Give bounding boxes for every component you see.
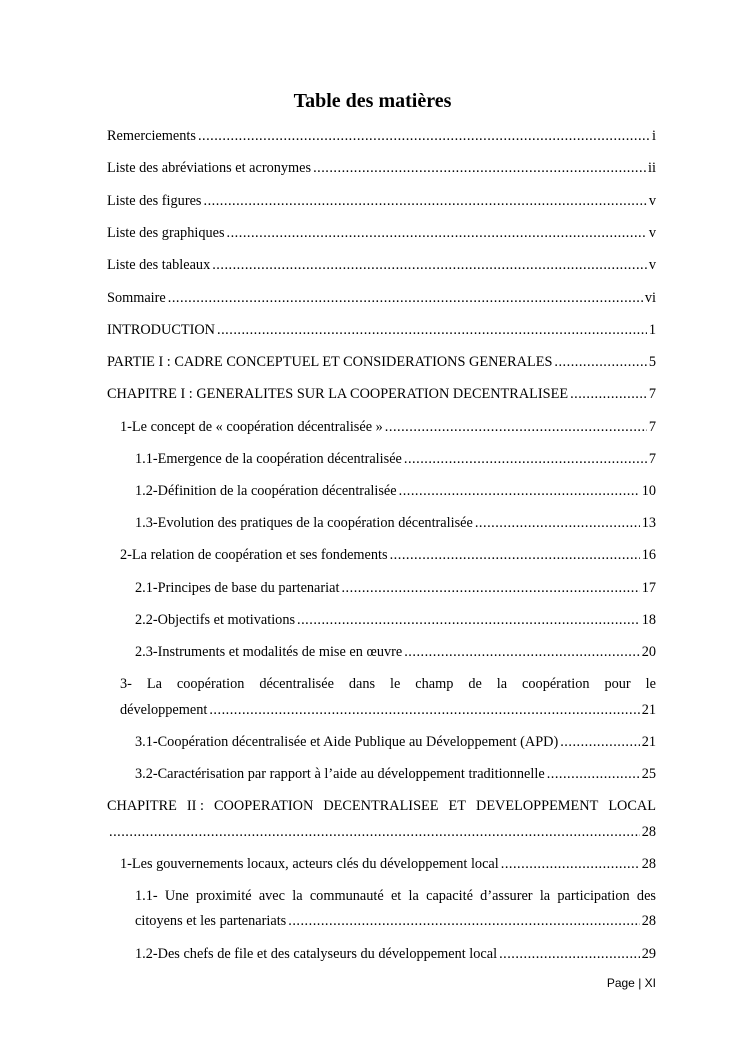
toc-entry-label: Caractérisation par rapport à l’aide au développement traditionnelle [157, 766, 545, 782]
toc-entry-word: II : [186, 798, 204, 814]
toc-entry-label: Coopération décentralisée et Aide Publique au Développement (APD) [157, 734, 559, 750]
toc-entry-word: COOPERATION [214, 798, 314, 814]
footer-page-label: Page [606, 976, 635, 990]
toc-entry-ch2-section-1[interactable] [120, 855, 656, 873]
toc-entry-page: 28 [641, 913, 656, 929]
toc-entry-word: d’assurer [480, 888, 533, 904]
dot-leader [499, 945, 640, 963]
toc-entry-graphiques[interactable] [107, 224, 656, 242]
toc-entry-number: 1- [120, 419, 132, 435]
toc-entry-tableaux[interactable] [107, 256, 656, 274]
toc-entry-section-1-1[interactable] [135, 450, 656, 468]
toc-entry-number: 1- [120, 856, 132, 872]
toc-entry-page: 21 [641, 734, 656, 750]
toc-entry-figures[interactable] [107, 192, 656, 210]
toc-entry-word: la [539, 888, 551, 904]
toc-entry-label: développement [120, 702, 208, 718]
toc-entry-remerciements[interactable] [107, 127, 656, 145]
toc-entry-word: avec [258, 888, 285, 904]
toc-entry-number: 3- [120, 676, 132, 692]
toc-entry-label: Emergence de la coopération décentralisée [157, 451, 402, 467]
toc-entry-number: 3.2- [135, 766, 158, 782]
toc-entry-number: 1.2- [135, 483, 158, 499]
dot-leader [288, 912, 639, 930]
toc-entry-label: citoyens et les partenariats [135, 913, 287, 929]
dot-leader [198, 127, 650, 145]
toc-entry-label: Des chefs de file et des catalyseurs du développement local [157, 946, 498, 962]
toc-entry-label: Sommaire [107, 290, 166, 306]
toc-entry-word: coopération [522, 676, 590, 692]
page-title: Table des matières [293, 90, 452, 112]
toc-entry-label: Evolution des pratiques de la coopération décentralisée [157, 515, 473, 531]
toc-entry-page: 1 [648, 322, 656, 338]
footer-separator: | [638, 976, 642, 990]
toc-entry-section-1-3[interactable] [135, 514, 656, 532]
toc-entry-section-2-3[interactable] [135, 643, 656, 661]
toc-entry-chapitre-2-line1[interactable] [107, 797, 656, 815]
toc-entry-label: Principes de base du partenariat [157, 580, 340, 596]
toc-entry-word: le [645, 676, 656, 692]
toc-entry-page: 18 [641, 612, 656, 628]
toc-entry-word: participation [557, 888, 630, 904]
toc-entry-page: 28 [641, 856, 656, 872]
toc-entry-section-2-2[interactable] [135, 611, 656, 629]
toc-entry-section-1[interactable] [120, 418, 656, 436]
toc-entry-partie-1[interactable] [107, 353, 656, 371]
toc-entry-sommaire[interactable] [107, 289, 656, 307]
toc-entry-word: dans [348, 676, 376, 692]
toc-entry-word: LOCAL [608, 798, 656, 814]
toc-entry-abreviations[interactable] [107, 159, 656, 177]
dot-leader [547, 765, 640, 783]
toc-entry-page: 13 [641, 515, 656, 531]
toc-entry-word: champ [415, 676, 454, 692]
toc-entry-page: 29 [641, 946, 656, 962]
toc-entry-word: la [408, 888, 419, 904]
toc-entry-word: Une [164, 888, 189, 904]
dot-leader [475, 514, 640, 532]
dot-leader [297, 611, 640, 629]
toc-entry-label: INTRODUCTION [107, 322, 216, 338]
toc-entry-label: Liste des tableaux [107, 257, 211, 273]
toc-entry-label: PARTIE I : CADRE CONCEPTUEL ET CONSIDERATIONS GENERALES [107, 354, 553, 370]
toc-entry-section-3-line1[interactable] [120, 675, 656, 693]
toc-entry-page: v [648, 257, 656, 273]
dot-leader [560, 733, 639, 751]
toc-entry-page: v [648, 225, 656, 241]
dot-leader [109, 823, 640, 841]
toc-entry-page: 5 [648, 354, 656, 370]
dot-leader [404, 450, 647, 468]
toc-entry-chapitre-2-line2[interactable] [107, 823, 656, 841]
toc-entry-word: coopération [176, 676, 245, 692]
toc-entry-number: 2- [120, 547, 132, 563]
toc-entry-page: 28 [641, 824, 656, 840]
toc-entry-ch2-section-1-1-line1[interactable] [135, 887, 656, 905]
toc-entry-page: vi [644, 290, 656, 306]
toc-entry-label: Liste des abréviations et acronymes [107, 160, 312, 176]
dot-leader [217, 321, 647, 339]
toc-entry-label: CHAPITRE I : GENERALITES SUR LA COOPERATION DECENTRALISEE [107, 386, 569, 402]
toc-entry-number: 2.1- [135, 580, 158, 596]
toc-entry-section-3-line2[interactable] [120, 701, 656, 719]
toc-entry-number: 3.1- [135, 734, 158, 750]
toc-entry-word: la [292, 888, 303, 904]
dot-leader [227, 224, 647, 242]
toc-entry-number: 1.2- [135, 946, 158, 962]
toc-entry-word: capacité [426, 888, 473, 904]
dot-leader [313, 159, 646, 177]
dot-leader [554, 353, 646, 371]
toc-entry-number: 2.2- [135, 612, 158, 628]
toc-entry-page: i [652, 128, 656, 144]
toc-entry-label: Instruments et modalités de mise en œuvre [157, 644, 403, 660]
toc-entry-word: pour [604, 676, 631, 692]
toc-entry-number: 1.3- [135, 515, 158, 531]
toc-entry-word: et [390, 888, 402, 904]
toc-entry-word: communauté [309, 888, 384, 904]
toc-entry-word: DECENTRALISEE [323, 798, 439, 814]
toc-entry-label: Les gouvernements locaux, acteurs clés du développement local [131, 856, 499, 872]
dot-leader [212, 256, 647, 274]
toc-entry-page: 10 [641, 483, 656, 499]
dot-leader [570, 385, 647, 403]
toc-entry-section-3-1[interactable] [135, 733, 656, 751]
toc-entry-label: Le concept de « coopération décentralisée » [131, 419, 383, 435]
toc-entry-label: Liste des graphiques [107, 225, 225, 241]
toc-entry-label: Remerciements [107, 128, 196, 144]
toc-entry-label: La relation de coopération et ses fondements [131, 547, 388, 563]
toc-entry-word: de [468, 676, 482, 692]
toc-entry-word: CHAPITRE [107, 798, 177, 814]
dot-leader [341, 579, 639, 597]
page-footer [607, 975, 656, 991]
dot-leader [209, 701, 639, 719]
toc-entry-section-2-1[interactable] [135, 579, 656, 597]
dot-leader [390, 546, 640, 564]
toc-entry-label: Liste des figures [107, 193, 202, 209]
toc-entry-ch2-section-1-1-line2[interactable] [135, 912, 656, 930]
toc-entry-page: 21 [641, 702, 656, 718]
toc-entry-word: le [390, 676, 401, 692]
toc-entry-page: v [648, 193, 656, 209]
toc-entry-page: 25 [641, 766, 656, 782]
toc-entry-page: 7 [648, 451, 656, 467]
toc-entry-word: décentralisée [259, 676, 334, 692]
dot-leader [501, 855, 640, 873]
dot-leader [168, 289, 643, 307]
dot-leader [385, 418, 647, 436]
toc-entry-page: 17 [641, 580, 656, 596]
toc-entry-page: 16 [641, 547, 656, 563]
toc-entry-page: ii [648, 160, 656, 176]
toc-entry-page: 7 [648, 419, 656, 435]
toc-entry-word: la [496, 676, 508, 692]
dot-leader [399, 482, 640, 500]
toc-entry-word: des [636, 888, 656, 904]
toc-entry-section-2[interactable] [120, 546, 656, 564]
toc-entry-number: 1.1- [135, 451, 158, 467]
dot-leader [204, 192, 647, 210]
toc-entry-chapitre-1[interactable] [107, 385, 656, 403]
toc-entry-label: Définition de la coopération décentralisée [157, 483, 397, 499]
toc-entry-number: 1.1- [135, 888, 158, 904]
dot-leader [404, 643, 639, 661]
toc-entry-number: 2.3- [135, 644, 158, 660]
toc-entry-label: Objectifs et motivations [157, 612, 296, 628]
toc-entry-page: 20 [641, 644, 656, 660]
toc-entry-word: DEVELOPPEMENT [476, 798, 599, 814]
toc-entry-page: 7 [648, 386, 656, 402]
toc-entry-section-1-2[interactable] [135, 482, 656, 500]
toc-entry-word: ET [448, 798, 466, 814]
footer-page-number: XI [644, 976, 656, 990]
toc-entry-section-3-2[interactable] [135, 765, 656, 783]
toc-entry-introduction[interactable] [107, 321, 656, 339]
toc-entry-word: La [146, 676, 162, 692]
toc-entry-ch2-section-1-2[interactable] [135, 945, 656, 963]
toc-entry-word: proximité [195, 888, 252, 904]
